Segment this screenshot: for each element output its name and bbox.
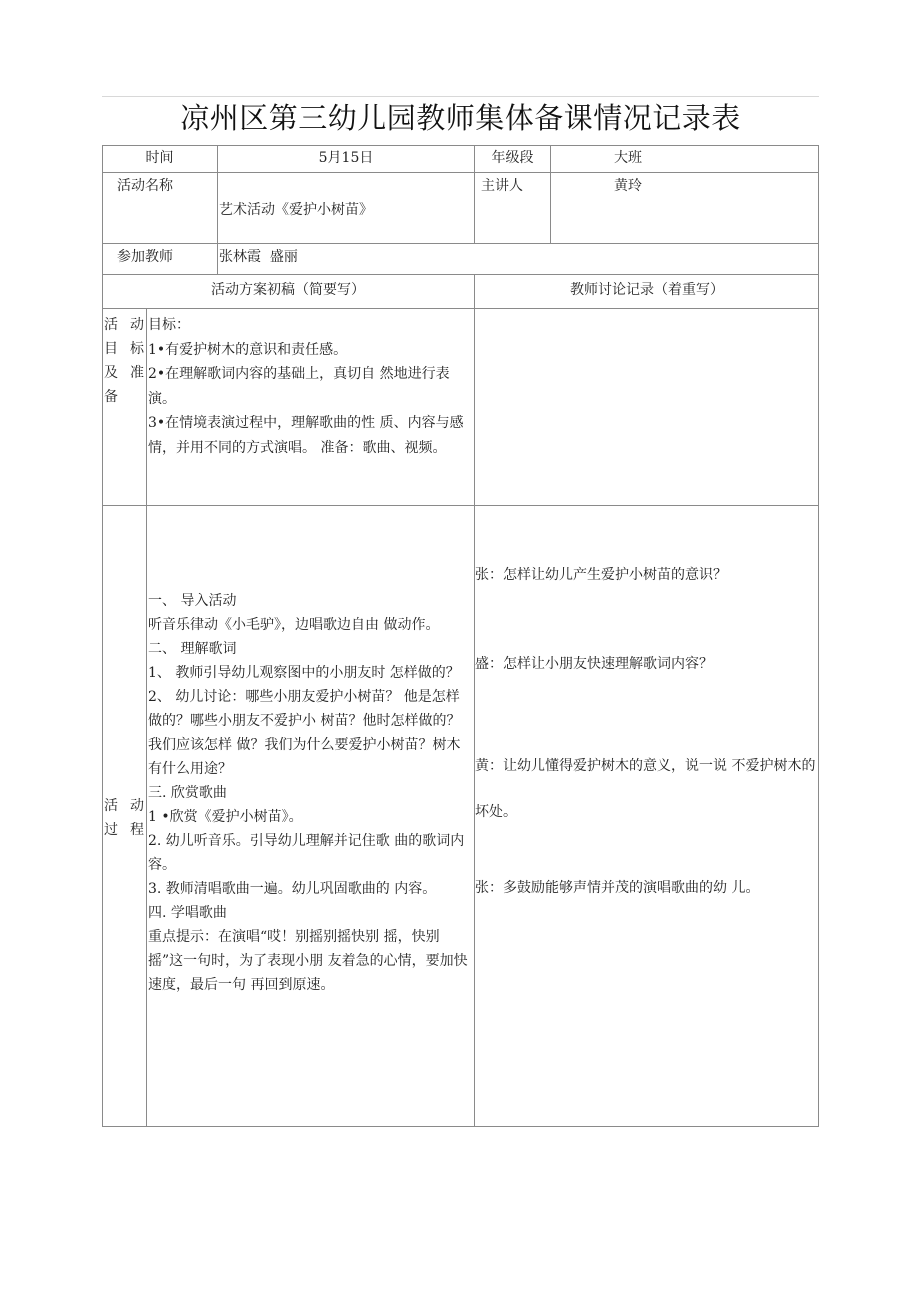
teachers-value: 张林霞 盛丽 [219, 249, 298, 265]
row-divider [102, 172, 819, 173]
teachers-label: 参加教师 [117, 249, 173, 265]
goals-section-label: 活动目标及准备 [104, 317, 144, 405]
discussion-note: 张：怎样让幼儿产生爱护小树苗的意识？ [475, 567, 727, 583]
activity-label: 活动名称 [117, 178, 173, 194]
col-divider [146, 308, 147, 1127]
time-value: 5月15日 [318, 150, 374, 166]
discussion-note: 张：多鼓励能够声情并茂的演唱歌曲的幼 儿。 [475, 880, 760, 896]
process-line: 二、 理解歌词 [148, 641, 237, 657]
top-rule [102, 96, 819, 97]
process-line: 1 •欣赏《爱护小树苗》。 [148, 809, 303, 825]
process-line: 2. 幼儿听音乐。引导幼儿理解并记住歌 曲的歌词内容。 [148, 833, 465, 873]
grade-value: 大班 [614, 150, 642, 166]
goals-line: 3•在情境表演过程中，理解歌曲的性 质、内容与感情，并用不同的方式演唱。 准备：歌曲、视频。 [148, 415, 464, 456]
discussion-note: 盛：怎样让小朋友快速理解歌词内容？ [475, 656, 713, 672]
goals-content [148, 313, 471, 460]
discussion-note: 黄：让幼儿懂得爱护树木的意义，说一说 不爱护树木的坏处。 [475, 758, 816, 820]
process-line: 三. 欣赏歌曲 [148, 785, 227, 801]
process-line: 3. 教师清唱歌曲一遍。幼儿巩固歌曲的 内容。 [148, 881, 437, 897]
process-line: 2、 幼儿讨论：哪些小朋友爱护小树苗？ 他是怎样做的？哪些小朋友不爱护小 树苗？他时怎样做的？我们应该怎样 做？我们为什么要爱护小树苗？树木 有什么用途？ [148, 689, 461, 777]
process-content [148, 589, 472, 997]
row-divider [102, 243, 819, 244]
discussion-column-header: 教师讨论记录（着重写） [570, 282, 724, 298]
row-divider [102, 274, 819, 275]
process-line: 四. 学唱歌曲 [148, 905, 227, 921]
activity-value: 艺术活动《爱护小树苗》 [219, 202, 373, 218]
goals-line: 1•有爱护树木的意识和责任感。 [148, 341, 348, 358]
process-line: 重点提示：在演唱“哎！别摇别摇快别 摇，快别摇”这一句时，为了表现小朋 友着急的心情，要加快速度，最后一句 再回到原速。 [148, 929, 468, 993]
speaker-value: 黄玲 [614, 178, 642, 194]
process-line: 听音乐律动《小毛驴》，边唱歌边自由 做动作。 [148, 617, 440, 633]
col-divider [474, 274, 475, 1127]
row-divider [102, 505, 819, 506]
process-section-label: 活动过程 [104, 798, 144, 838]
process-line: 1、 教师引导幼儿观察图中的小朋友时 怎样做的？ [148, 665, 460, 681]
process-line: 一、 导入活动 [148, 593, 237, 609]
time-label: 时间 [145, 150, 174, 166]
goals-line: 2•在理解歌词内容的基础上，真切自 然地进行表演。 [148, 366, 450, 407]
col-divider [217, 243, 218, 274]
draft-column-header: 活动方案初稿（简要写） [211, 282, 365, 298]
page-title: 凉州区第三幼儿园教师集体备课情况记录表 [180, 101, 741, 135]
speaker-label: 主讲人 [481, 178, 523, 194]
goals-line: 目标： [148, 317, 190, 333]
col-divider [550, 145, 551, 244]
grade-label: 年级段 [491, 150, 534, 166]
row-divider [102, 308, 819, 309]
